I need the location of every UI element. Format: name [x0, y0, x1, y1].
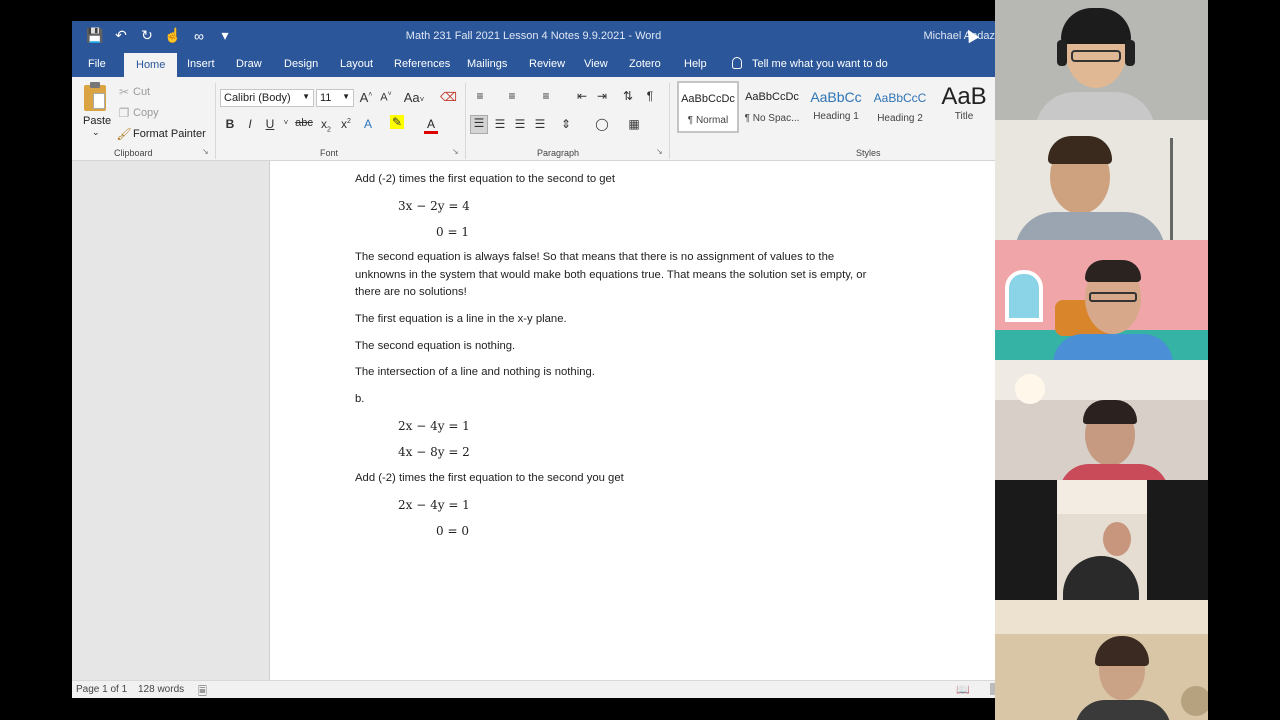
- video-frame: [1057, 480, 1147, 600]
- ink-icon[interactable]: ∞: [194, 27, 204, 44]
- paragraph: The intersection of a line and nothing is nothing.: [355, 366, 595, 378]
- multilevel-list-icon[interactable]: ≡: [542, 89, 550, 103]
- ribbon-home: [72, 77, 995, 161]
- participant-body: [1053, 334, 1173, 360]
- light: [1015, 374, 1045, 404]
- style-name: Heading 1: [813, 111, 859, 122]
- paragraph: The second equation is nothing.: [355, 340, 516, 352]
- font-color-icon[interactable]: A: [424, 117, 438, 134]
- paragraph: The first equation is a line in the x-y plane.: [355, 313, 567, 325]
- tab-design[interactable]: Design: [284, 58, 319, 70]
- tab-review[interactable]: Review: [529, 58, 566, 70]
- glasses-icon: [1071, 50, 1121, 62]
- font-group-label: Font: [320, 148, 339, 158]
- glasses-icon: [1089, 292, 1137, 302]
- style-sample: AaB: [941, 83, 987, 109]
- participant-body: [1075, 700, 1171, 720]
- paragraph: there are no solutions!: [355, 286, 467, 298]
- paragraph: unknowns in the system that would make both equations true. That means the solution set is empty, or: [355, 268, 867, 281]
- video-tile-participant-3[interactable]: [995, 240, 1208, 360]
- participant-face: [1103, 522, 1131, 556]
- copy-icon: ❐: [118, 106, 130, 120]
- font-size-select[interactable]: [316, 89, 354, 107]
- chevron-down-icon: ▼: [302, 92, 310, 101]
- shading-icon[interactable]: ◯: [595, 117, 609, 131]
- tab-draw[interactable]: Draw: [236, 58, 262, 70]
- document-area: [72, 161, 995, 680]
- numbering-icon[interactable]: ≡: [508, 89, 516, 103]
- proofing-icon[interactable]: 🗏: [198, 686, 207, 698]
- sort-icon[interactable]: ⇅: [622, 89, 634, 103]
- hair: [1048, 136, 1112, 164]
- video-tile-participant-2[interactable]: [995, 120, 1208, 240]
- read-mode-icon[interactable]: 📖: [956, 684, 970, 696]
- style-sample: AaBbCcDc: [745, 91, 799, 103]
- paste-icon[interactable]: [84, 85, 106, 111]
- style-sample: AaBbCc: [810, 89, 862, 105]
- headphones-icon: [1125, 40, 1135, 66]
- tell-me-label: Tell me what you want to do: [752, 58, 888, 70]
- lightbulb-icon: [732, 57, 742, 69]
- style-name: ¶ Normal: [687, 115, 729, 126]
- highlight-icon[interactable]: ✎: [391, 115, 403, 129]
- customize-qat-icon[interactable]: ▾: [221, 27, 229, 43]
- paragraph: Add (-2) times the first equation to the second you get: [355, 472, 624, 484]
- font-name-value: Calibri (Body): [224, 92, 291, 104]
- tab-help[interactable]: Help: [684, 58, 707, 70]
- paste-dropdown-icon[interactable]: ⌄: [92, 127, 100, 137]
- ceiling: [995, 600, 1208, 634]
- equation: 2x − 4y = 1: [398, 419, 470, 433]
- paragraph-group-label: Paragraph: [537, 148, 580, 158]
- clipboard-launcher-icon[interactable]: ↘: [202, 147, 209, 156]
- lamp: [1170, 138, 1173, 240]
- equation: 0 = 0: [436, 524, 469, 538]
- font-name-select[interactable]: [220, 89, 314, 107]
- tab-insert[interactable]: Insert: [187, 58, 215, 70]
- clipboard-group-label: Clipboard: [114, 148, 153, 158]
- equation: 0 = 1: [436, 225, 469, 239]
- strikethrough-icon[interactable]: abc: [295, 117, 313, 129]
- bold-icon[interactable]: B: [225, 117, 235, 131]
- format-painter-button[interactable]: Format Painter: [133, 128, 206, 140]
- document-title: Math 231 Fall 2021 Lesson 4 Notes 9.9.2021 - Word: [405, 30, 662, 42]
- borders-icon[interactable]: ▦: [628, 117, 640, 131]
- shrink-font-icon[interactable]: A˅: [380, 91, 392, 104]
- subscript-icon[interactable]: $x_2$: [321, 117, 331, 134]
- status-bar: [72, 680, 995, 698]
- style-name: Heading 2: [877, 113, 923, 124]
- cut-icon: ✂: [118, 85, 130, 99]
- tab-zotero[interactable]: Zotero: [629, 58, 661, 70]
- participant-body: [1015, 212, 1165, 240]
- tab-home[interactable]: Home: [124, 52, 177, 77]
- title-bar: [72, 21, 995, 52]
- hair: [1085, 260, 1141, 282]
- paragraph: The second equation is always false! So that means that there is no assignment of values to the: [355, 251, 835, 263]
- lamp: [1181, 686, 1208, 716]
- cut-button[interactable]: Cut: [133, 86, 151, 98]
- chevron-down-icon[interactable]: ˅: [283, 118, 289, 127]
- participant-body: [1035, 92, 1155, 120]
- tab-file[interactable]: File: [88, 58, 106, 70]
- paragraph: Add (-2) times the first equation to the second to get: [355, 173, 615, 185]
- touch-mode-icon[interactable]: ☝: [164, 27, 182, 43]
- hair: [1061, 8, 1131, 44]
- increase-indent-icon[interactable]: ⇥: [596, 89, 608, 103]
- ceiling: [1057, 480, 1147, 514]
- save-icon[interactable]: 💾: [86, 27, 104, 43]
- align-right-icon[interactable]: ☰: [514, 117, 526, 131]
- style-heading-2[interactable]: [869, 81, 931, 133]
- style-sample: AaBbCcC: [873, 91, 927, 105]
- document-page[interactable]: [269, 161, 995, 680]
- equation: 4x − 8y = 2: [398, 445, 470, 459]
- font-launcher-icon[interactable]: ↘: [452, 147, 459, 156]
- hair: [1095, 636, 1149, 666]
- equation: 2x − 4y = 1: [398, 498, 470, 512]
- paragraph-launcher-icon[interactable]: ↘: [656, 147, 663, 156]
- format-painter-icon: 🖌: [116, 127, 132, 141]
- word-window: [72, 21, 995, 698]
- video-tile-participant-5[interactable]: [995, 480, 1208, 600]
- divider: [465, 83, 466, 159]
- superscript-icon[interactable]: $x^2$: [341, 117, 351, 131]
- redo-icon[interactable]: ↻: [141, 27, 153, 43]
- divider: [669, 83, 670, 159]
- equation: 3x − 2y = 4: [398, 199, 470, 213]
- bullets-icon[interactable]: ≡: [476, 89, 484, 103]
- undo-icon[interactable]: ↶: [115, 27, 127, 43]
- headphones-icon: [1057, 40, 1067, 66]
- style-no-spacing[interactable]: [741, 81, 803, 133]
- change-case-icon[interactable]: Aa˅: [403, 90, 425, 105]
- window: [1005, 270, 1043, 322]
- align-left-icon[interactable]: ☰: [470, 115, 488, 134]
- video-tile-participant-4[interactable]: [995, 360, 1208, 480]
- video-tile-participant-6[interactable]: [995, 600, 1208, 720]
- page-count[interactable]: Page 1 of 1: [76, 684, 128, 695]
- tell-me-search[interactable]: [732, 52, 888, 77]
- decrease-indent-icon[interactable]: ⇤: [576, 89, 588, 103]
- style-title[interactable]: [933, 81, 995, 133]
- line-spacing-icon[interactable]: ⇕: [560, 117, 572, 131]
- tab-references[interactable]: References: [394, 58, 451, 70]
- clear-formatting-icon[interactable]: ⌫: [440, 90, 457, 104]
- ribbon-tabs: [72, 52, 995, 77]
- style-normal[interactable]: [677, 81, 739, 133]
- justify-icon[interactable]: ☰: [534, 117, 546, 131]
- divider: [215, 83, 216, 159]
- underline-icon[interactable]: U: [265, 117, 275, 131]
- font-size-value: 11: [320, 92, 332, 104]
- participant-body: [1063, 556, 1139, 600]
- word-count[interactable]: 128 words: [138, 684, 185, 695]
- italic-icon[interactable]: I: [248, 117, 252, 131]
- paste-button[interactable]: Paste: [83, 115, 112, 127]
- align-center-icon[interactable]: ☰: [494, 117, 506, 131]
- user-name[interactable]: Michael Andaz: [923, 30, 995, 42]
- style-sample: AaBbCcDc: [681, 93, 735, 105]
- grow-font-icon[interactable]: A˄: [359, 90, 373, 105]
- chevron-down-icon: ▼: [342, 92, 350, 101]
- tab-mailings[interactable]: Mailings: [467, 58, 508, 70]
- text-effects-icon[interactable]: A: [363, 117, 372, 131]
- hair: [1083, 400, 1137, 424]
- paragraph: b.: [355, 393, 365, 405]
- participant-body: [1059, 464, 1169, 480]
- video-tile-participant-1[interactable]: [995, 0, 1208, 120]
- style-heading-1[interactable]: [805, 81, 867, 133]
- copy-button[interactable]: Copy: [133, 107, 159, 119]
- style-name: ¶ No Spac...: [744, 113, 800, 124]
- tab-view[interactable]: View: [584, 58, 608, 70]
- styles-group-label: Styles: [856, 148, 881, 158]
- style-name: Title: [954, 111, 974, 122]
- show-formatting-icon[interactable]: ¶: [646, 89, 654, 103]
- tab-layout[interactable]: Layout: [340, 58, 374, 70]
